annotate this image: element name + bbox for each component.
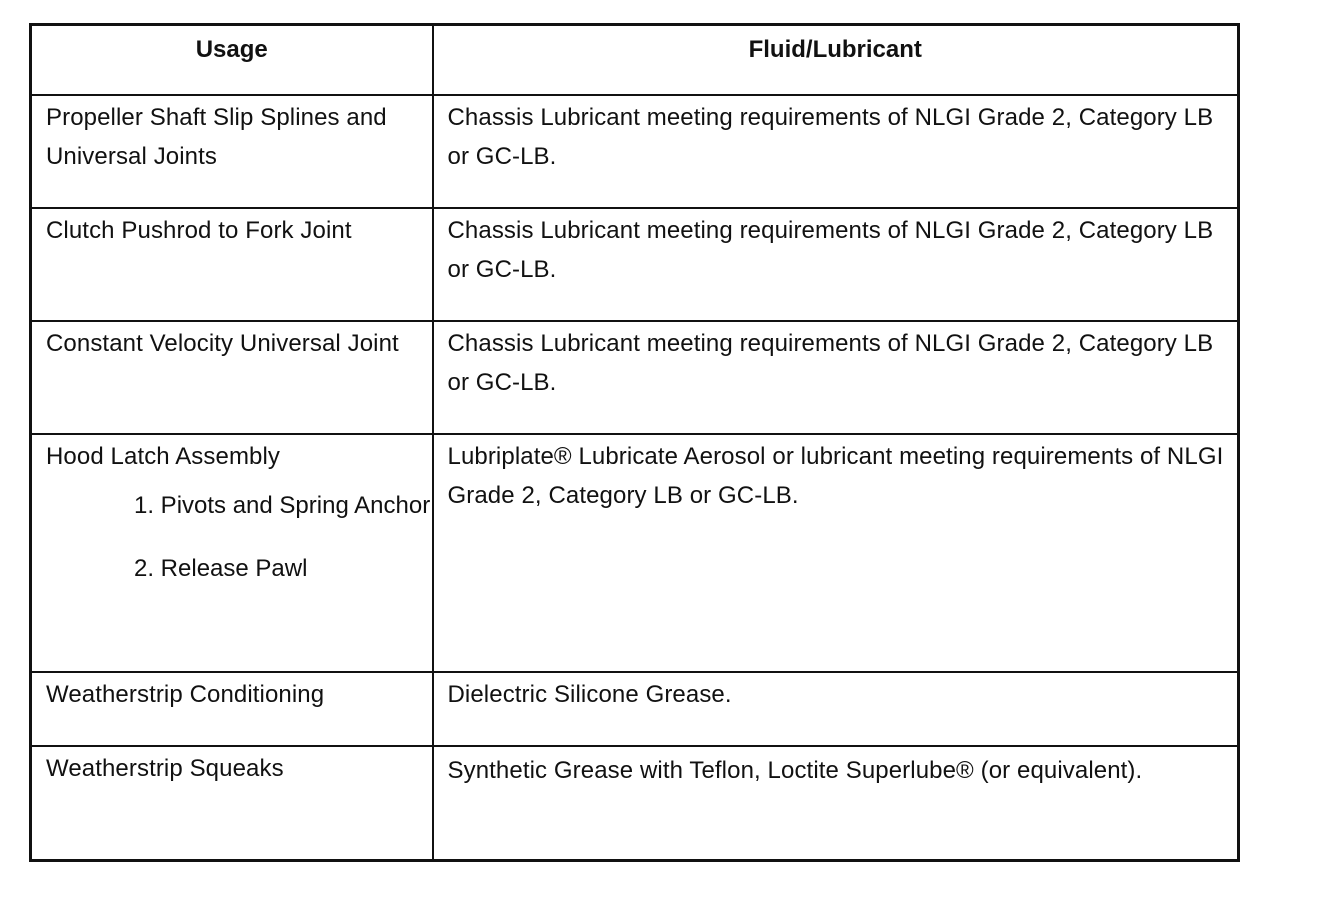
usage-cell — [31, 321, 433, 434]
usage-cell — [31, 95, 433, 208]
fluid-column-header: Fluid/Lubricant — [433, 25, 1239, 95]
usage-text: Weatherstrip Squeaks — [46, 754, 284, 782]
usage-text: Constant Velocity Universal Joint — [46, 329, 399, 357]
fluid-cell — [433, 208, 1239, 321]
table-row — [31, 672, 1239, 746]
fluid-cell — [433, 434, 1239, 672]
usage-subitem: 1. Pivots and Spring Anchor — [134, 491, 431, 519]
table-row — [31, 321, 1239, 434]
fluid-text: Chassis Lubricant meeting requirements of NLGI Grade 2, Category LB or GC-LB. — [447, 103, 1214, 170]
fluid-text: Chassis Lubricant meeting requirements of NLGI Grade 2, Category LB or GC-LB. — [447, 329, 1214, 396]
usage-cell — [31, 672, 433, 746]
fluid-cell — [433, 95, 1239, 208]
table-row — [31, 434, 1239, 672]
usage-sublist — [32, 486, 432, 588]
fluid-text: Dielectric Silicone Grease. — [447, 680, 732, 708]
fluid-text: Synthetic Grease with Teflon, Loctite Superlube® (or equivalent). — [447, 756, 1143, 784]
table-header-row — [31, 25, 1239, 95]
table-row — [31, 95, 1239, 208]
usage-text: Propeller Shaft Slip Splines and Universal Joints — [46, 103, 387, 170]
fluid-text: Lubriplate® Lubricate Aerosol or lubricant meeting requirements of NLGI Grade 2, Category LB or GC-LB. — [447, 442, 1224, 509]
usage-text: Weatherstrip Conditioning — [46, 680, 325, 708]
usage-text: Clutch Pushrod to Fork Joint — [46, 216, 352, 244]
table-row — [31, 208, 1239, 321]
usage-column-header: Usage — [31, 25, 433, 95]
usage-text: Hood Latch Assembly — [46, 442, 281, 470]
usage-cell — [31, 746, 433, 861]
usage-subitem: 2. Release Pawl — [134, 554, 308, 582]
fluid-cell — [433, 321, 1239, 434]
usage-cell — [31, 208, 433, 321]
table-row — [31, 746, 1239, 861]
usage-cell — [31, 434, 433, 672]
fluid-cell — [433, 746, 1239, 861]
fluid-cell — [433, 672, 1239, 746]
lubricant-table — [29, 23, 1240, 862]
fluid-text: Chassis Lubricant meeting requirements of NLGI Grade 2, Category LB or GC-LB. — [447, 216, 1214, 283]
